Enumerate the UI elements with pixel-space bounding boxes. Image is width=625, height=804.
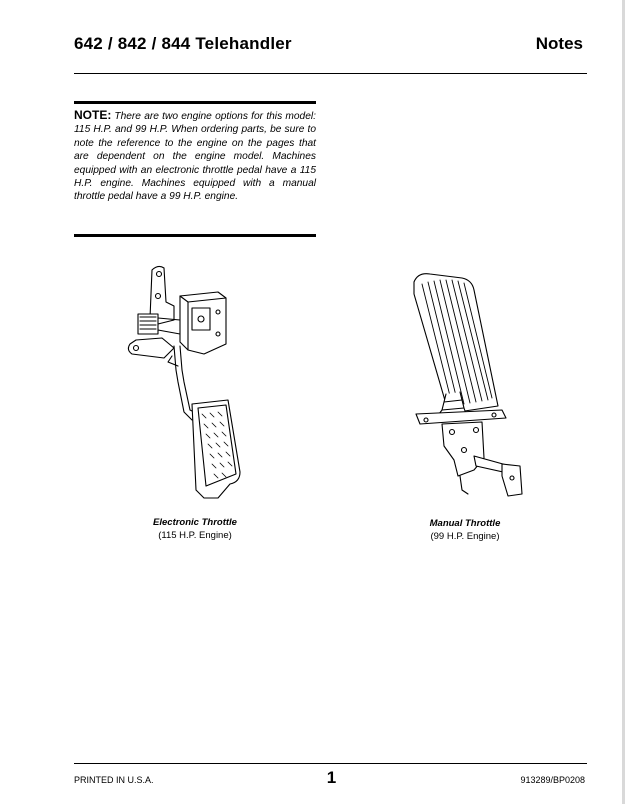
manual-throttle-title: Manual Throttle [429,518,501,529]
header-rule [74,73,587,74]
printed-in-label: PRINTED IN U.S.A. [74,775,154,785]
note-box [74,109,316,204]
manual-throttle-subtitle: (99 H.P. Engine) [430,530,500,542]
page-title: 642 / 842 / 844 Telehandler [74,34,292,53]
electronic-throttle-subtitle: (115 H.P. Engine) [158,529,232,541]
footer-rule [74,763,587,764]
electronic-throttle-caption [120,517,270,542]
note-bottom-rule [74,234,316,237]
electronic-throttle-pedal-illustration [118,262,258,507]
document-code: 913289/BP0208 [520,775,585,785]
manual-throttle-caption [390,518,540,543]
manual-throttle-pedal-illustration [402,270,537,505]
note-label: NOTE: [74,108,112,122]
page-number: 1 [326,768,337,787]
note-text: There are two engine options for this model: 115 H.P. and 99 H.P. When ordering parts, be sure to note the reference to the engine on the pages that are dependent on the engine model. Machines equipped with an electronic throttle pedal have a 115 H.P. engine. Machines equipped with a manual throttle pedal have a 99 H.P. engine. [74,111,316,203]
section-label: Notes [535,34,583,53]
electronic-throttle-title: Electronic Throttle [153,517,237,528]
note-top-rule [74,101,316,104]
